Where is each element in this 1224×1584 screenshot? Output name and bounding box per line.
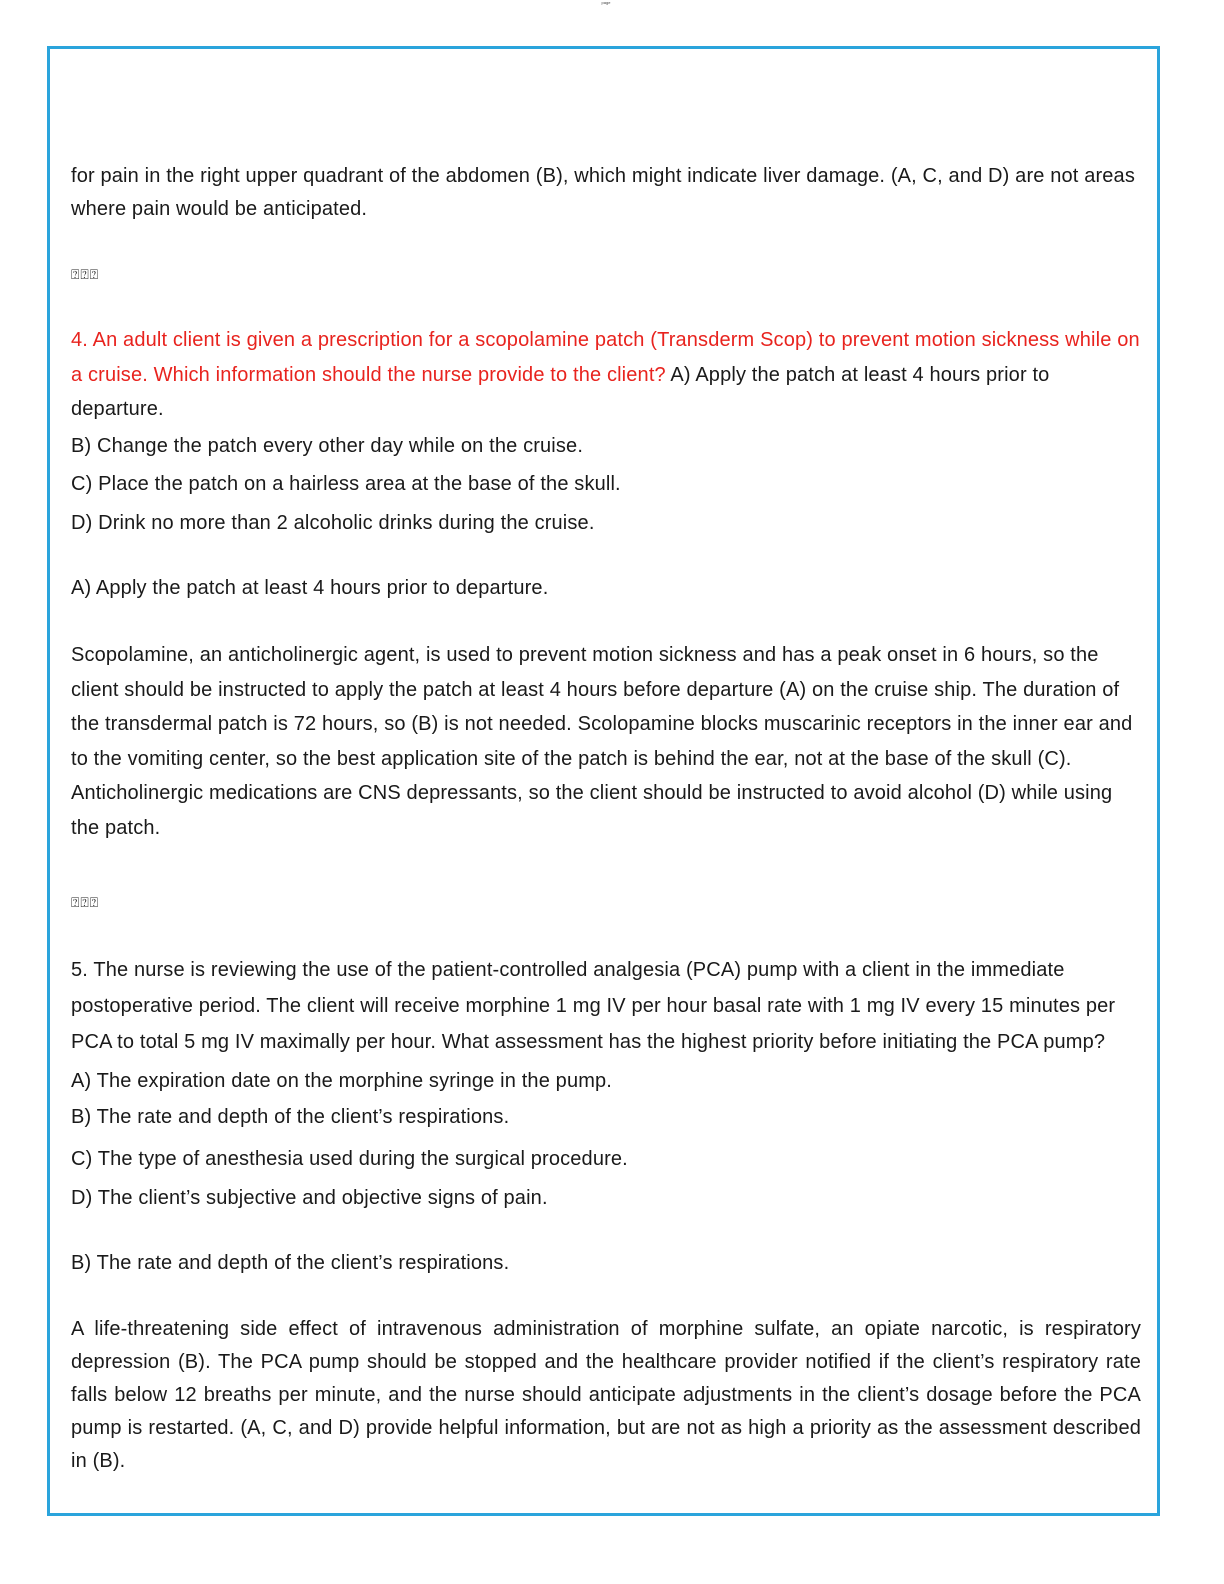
q5-rationale: A life-threatening side effect of intravenous administration of morphine sulfate, an opiate narcotic, is respiratory depression (B). The PCA pump should be stopped and the healthcare provider notified if the client’s respiratory rate falls below 12 breaths per minute, and the nurse should anticipate adjustments in the client’s dosage before the PCA pump is restarted. (A, C, and D) provide helpful information, but are not as high a priority as the assessment described in (B). [71, 1318, 1141, 1472]
q5-answer: B) The rate and depth of the client’s respirations. [71, 1252, 510, 1274]
separator-glyphs: ⍰⍰⍰ [71, 266, 100, 282]
q4-answer: A) Apply the patch at least 4 hours prior to departure. [71, 577, 549, 599]
separator-glyphs: ⍰⍰⍰ [71, 894, 100, 910]
q4-rationale: Scopolamine, an anticholinergic agent, is used to prevent motion sickness and has a peak onset in 6 hours, so the client should be instructed to apply the patch at least 4 hours before departure (A) on the cruise ship. The duration of the transdermal patch is 72 hours, so (B) is not needed. Scolopamine blocks muscarinic receptors in the inner ear and to the vomiting center, so the best application site of the patch is behind the ear, not at the base of the skull (C). Anticholinergic medications are CNS depressants, so the client should be instructed to avoid alcohol (D) while using the patch. [71, 644, 1133, 839]
q3-rationale-tail: for pain in the right upper quadrant of the abdomen (B), which might indicate liver damage. (A, C, and D) are not areas where pain would be anticipated. [71, 165, 1135, 220]
q4-option-a: A) Apply the patch at least 4 hours prior to departure. [71, 363, 1050, 420]
q4-option-d: D) Drink no more than 2 alcoholic drinks during the cruise. [71, 511, 595, 534]
q5-question: 5. The nurse is reviewing the use of the patient-controlled analgesia (PCA) pump with a client in the immediate postoperative period. The client will receive morphine 1 mg IV per hour basal rate with 1 mg IV every 15 minutes per PCA to total 5 mg IV maximally per hour. What assessment has the highest priority before initiating the PCA pump? [71, 959, 1116, 1053]
q4-option-b: B) Change the patch every other day while on the cruise. [71, 434, 584, 457]
q4-option-c: C) Place the patch on a hairless area at the base of the skull. [71, 473, 621, 495]
document-content [71, 160, 1141, 1478]
q5-option-a: A) The expiration date on the morphine syringe in the pump. [71, 1070, 613, 1092]
q5-option-c: C) The type of anesthesia used during the surgical procedure. [71, 1148, 628, 1170]
q4-question-block [71, 323, 1141, 427]
q5-option-b: B) The rate and depth of the client’s respirations. [71, 1106, 510, 1128]
header-mark: page [601, 0, 611, 5]
q4-question: 4. An adult client is given a prescription for a scopolamine patch (Transderm Scop) to prevent motion sickness while on a cruise. Which information should the nurse provide to the client? [71, 329, 1140, 386]
q5-option-d: D) The client’s subjective and objective signs of pain. [71, 1186, 548, 1209]
